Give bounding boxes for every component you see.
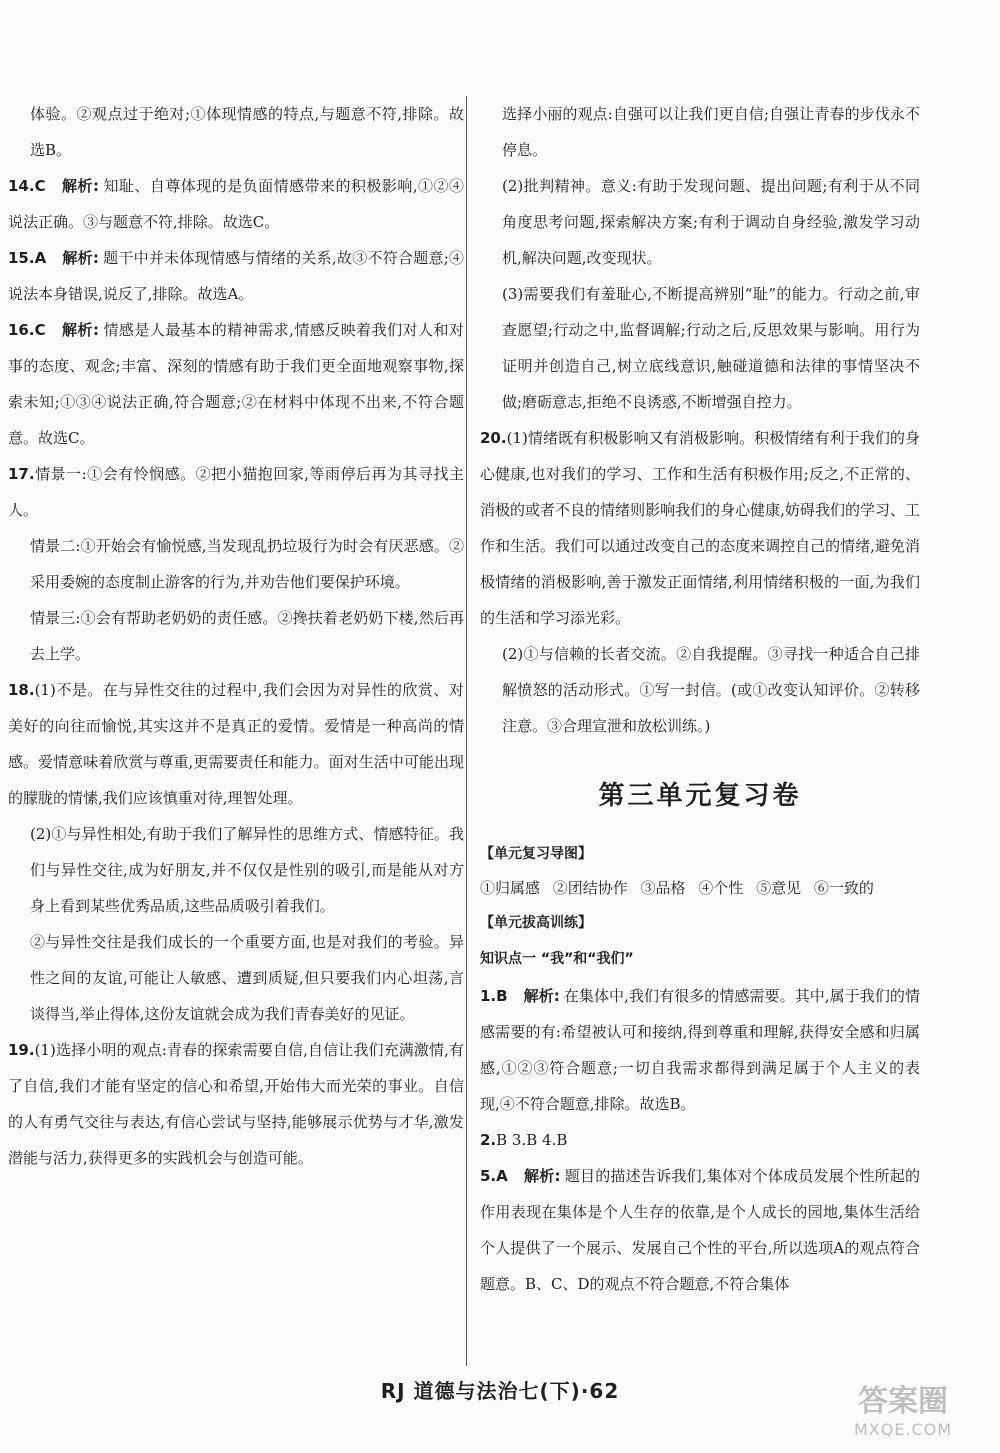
answer-choice: B bbox=[496, 987, 508, 1005]
analysis-label: 解析: bbox=[62, 249, 99, 267]
right-top-answers bbox=[480, 96, 920, 744]
answer-choice: A bbox=[34, 249, 47, 267]
answer-paragraph: (2)①与异性相处,有助于我们了解异性的思维方式、情感特征。我们与异性交往,成为好朋友,并不仅仅是性别的吸引,而是能从对方身上看到某些优秀品质,这些品质吸引着我们。 bbox=[30, 825, 464, 915]
page-footer: RJ 道德与法治七(下)·62 bbox=[380, 1379, 620, 1403]
answer-item bbox=[8, 240, 464, 312]
answer-paragraph: (2)①与信赖的长者交流。②自我提醒。③寻找一种适合自己排解愤怒的活动形式。①写一封信。(或①改变认知评价。②转移注意。③合理宣泄和放松训练。) bbox=[502, 645, 920, 735]
analysis-label: 解析: bbox=[523, 987, 560, 1005]
training-label: 【单元拔高训练】 bbox=[480, 915, 592, 931]
answer-choice: C bbox=[34, 177, 46, 195]
question-number: 15. bbox=[8, 249, 35, 267]
answer-text: 题干中并未体现情感与情绪的关系,故③不符合题意;④说法本身错误,说反了,排除。故选A。 bbox=[8, 249, 464, 303]
answer-item bbox=[8, 168, 464, 240]
answer-text: (1)不是。在与异性交往的过程中,我们会因为对异性的欣赏、对美好的向往而愉悦,其实这并不是真正的爱情。爱情是一种高尚的情感。爱情意味着欣赏与尊重,更需要责任和能力。面对生活中可能出现的朦胧的情愫,我们应该慎重对待,理智处理。 bbox=[8, 681, 464, 807]
answer-item bbox=[480, 978, 920, 1122]
answer-item bbox=[8, 312, 464, 456]
answer-text: 情感是人最基本的精神需求,情感反映着我们对人和对事的态度、观念;丰富、深刻的情感有助于我们更全面地观察事物,探索未知;①③④说法正确,符合题意;②在材料中体现不出来,不符合题意。故选C。 bbox=[8, 321, 464, 447]
question-number: 5. bbox=[480, 1167, 497, 1185]
answer-paragraph: 情景三:①会有帮助老奶奶的责任感。②搀扶着老奶奶下楼,然后再去上学。 bbox=[30, 609, 464, 663]
answer-text: 情景一:①会有怜悯感。②把小猫抱回家,等雨停后再为其寻找主人。 bbox=[8, 465, 464, 519]
answer-paragraph: 体验。②观点过于绝对;①体现情感的特点,与题意不符,排除。故选B。 bbox=[30, 105, 464, 159]
answer-text: 在集体中,我们有很多的情感需要。其中,属于我们的情感需要的有:希望被认可和接纳,得到尊重和理解,获得安全感和归属感,①②③符合题意;一切自我需求都得到满足属于个人主义的表现,④不符合题意,排除。故选B。 bbox=[480, 987, 920, 1113]
answer-paragraph: ②与异性交往是我们成长的一个重要方面,也是对我们的考验。异性之间的友谊,可能让人敏感、遭到质疑,但只要我们内心坦荡,言谈得当,举止得体,这份友谊就会成为我们青春美好的见证。 bbox=[30, 933, 464, 1023]
question-number: 14. bbox=[8, 177, 35, 195]
watermark-logo bbox=[828, 1385, 978, 1447]
question-number: 16. bbox=[8, 321, 35, 339]
answer-paragraph: 情景二:①开始会有愉悦感,当发现乱扔垃圾行为时会有厌恶感。②采用委婉的态度制止游客的行为,并劝告他们要保护环境。 bbox=[30, 537, 464, 591]
answer-text: 知耻、自尊体现的是负面情感带来的积极影响,①②④说法正确。③与题意不符,排除。故选C。 bbox=[8, 177, 464, 231]
analysis-label: 解析: bbox=[523, 1167, 561, 1185]
question-number: 20. bbox=[480, 429, 507, 447]
answer-text: (1)情绪既有积极影响又有消极影响。积极情绪有利于我们的身心健康,也对我们的学习、工作和生活有积极作用;反之,不正常的、消极的或者不良的情绪则影响我们的身心健康,妨碍我们的学习、工作和生活。我们可以通过改变自己的态度来调控自己的情绪,避免消极情绪的消极影响,善于激发正面情绪,利用情绪积极的一面,为我们的生活和学习添光彩。 bbox=[480, 429, 920, 627]
answer-choice: C bbox=[34, 321, 46, 339]
answer-paragraph: (3)需要我们有羞耻心,不断提高辨别“耻”的能力。行动之前,审查愿望;行动之中,监督调解;行动之后,反思效果与影响。用行为证明并创造自己,树立底线意识,触碰道德和法律的事情坚决不做;磨砺意志,拒绝不良诱惑,不断增强自控力。 bbox=[502, 285, 920, 411]
right-column bbox=[480, 96, 920, 1302]
answer-item bbox=[8, 1032, 464, 1176]
answer-paragraph: (2)批判精神。意义:有助于发现问题、提出问题;有利于从不同角度思考问题,探索解决方案;有利于调动自身经验,激发学习动机,解决问题,改变现状。 bbox=[502, 177, 920, 267]
answer-item bbox=[480, 1158, 920, 1302]
analysis-label: 解析: bbox=[61, 177, 99, 195]
answer-item bbox=[480, 420, 920, 636]
answer-item bbox=[480, 1122, 920, 1158]
analysis-label: 解析: bbox=[61, 321, 99, 339]
question-number: 18. bbox=[8, 681, 35, 699]
review-map-text: ①归属感 ②团结协作 ③品格 ④个性 ⑤意见 ⑥一致的 bbox=[480, 879, 874, 897]
right-bottom-answers bbox=[480, 978, 920, 1302]
question-number: 2. bbox=[480, 1131, 497, 1149]
question-number: 17. bbox=[8, 465, 35, 483]
answer-item bbox=[8, 456, 464, 528]
answer-item bbox=[8, 672, 464, 816]
answer-text: 题目的描述告诉我们,集体对个体成员发展个性所起的作用表现在集体是个人生存的依靠,是个人成长的园地,集体生活给个人提供了一个展示、发展自己个性的平台,所以选项A的观点符合题意。B、C、D的观点不符合题意,不符合集体 bbox=[480, 1167, 920, 1293]
knowledge-point: 知识点一 “我”和“我们” bbox=[480, 951, 634, 967]
answer-text: (1)选择小明的观点:青春的探索需要自信,自信让我们充满激情,有了自信,我们才能有坚定的信心和希望,开始伟大而光荣的事业。自信的人有勇气交往与表达,有信心尝试与坚持,能够展示优势与才华,激发潜能与活力,获得更多的实践机会与创造可能。 bbox=[8, 1041, 464, 1167]
question-number: 1. bbox=[480, 987, 497, 1005]
question-number: 19. bbox=[8, 1041, 35, 1059]
answer-text: B 3.B 4.B bbox=[496, 1131, 568, 1149]
left-column bbox=[8, 96, 464, 1176]
answer-choice: A bbox=[496, 1167, 508, 1185]
section-title: 第三单元复习卷 bbox=[598, 781, 802, 811]
column-divider bbox=[466, 96, 467, 1366]
watermark-text: 答案圈 bbox=[858, 1384, 948, 1419]
review-map-label: 【单元复习导图】 bbox=[480, 846, 592, 862]
watermark-url: MXQE.COM bbox=[853, 1420, 953, 1439]
answer-paragraph: 选择小丽的观点:自强可以让我们更自信;自强让青春的步伐永不停息。 bbox=[502, 105, 920, 159]
